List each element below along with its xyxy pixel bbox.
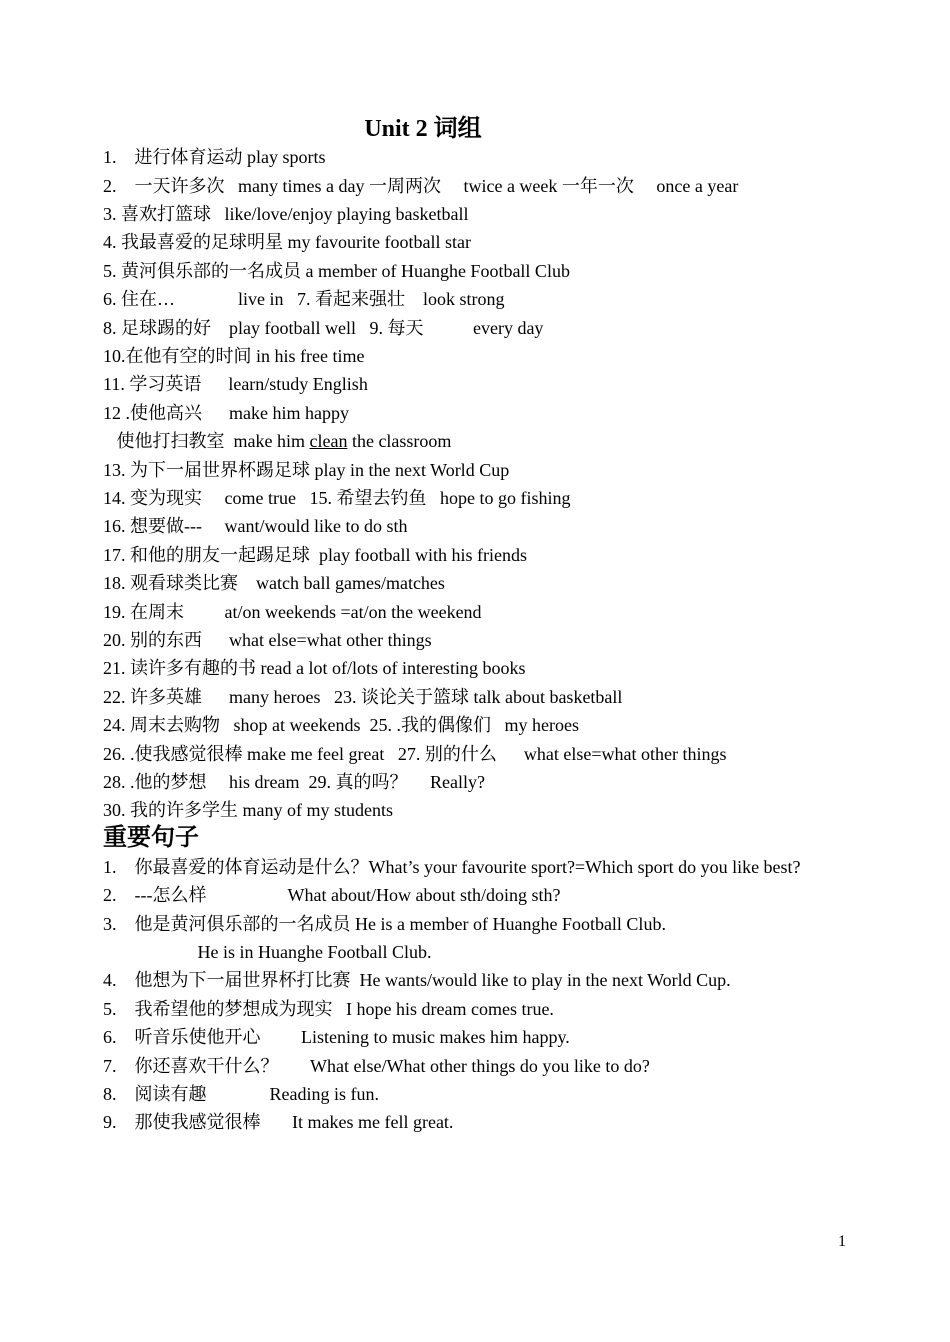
- sentence-line: 8. 阅读有趣 Reading is fun.: [103, 1084, 379, 1104]
- sentence-line: 9. 那使我感觉很棒 It makes me fell great.: [103, 1112, 454, 1132]
- phrase-line: 18. 观看球类比赛 watch ball games/matches: [103, 573, 445, 593]
- phrase-12b-before: 使他打扫教室 make him: [103, 431, 310, 451]
- phrase-line: 4. 我最喜爱的足球明星 my favourite football star: [103, 232, 471, 252]
- phrase-line: 21. 读许多有趣的书 read a lot of/lots of interesting books: [103, 658, 526, 678]
- phrase-line: 24. 周末去购物 shop at weekends 25. .我的偶像们 my heroes: [103, 715, 579, 735]
- phrase-line: 28. .他的梦想 his dream 29. 真的吗？ Really?: [103, 772, 485, 792]
- phrase-line: 11. 学习英语 learn/study English: [103, 374, 368, 394]
- phrase-12b-underlined: clean: [309, 431, 348, 451]
- page-number: 1: [838, 1233, 846, 1250]
- phrase-line: 20. 别的东西 what else=what other things: [103, 630, 432, 650]
- phrase-12b-after: the classroom: [347, 431, 452, 451]
- sentence-line: He is in Huanghe Football Club.: [103, 942, 432, 962]
- phrase-line: 3. 喜欢打篮球 like/love/enjoy playing basketball: [103, 204, 469, 224]
- phrase-line: 17. 和他的朋友一起踢足球 play football with his friends: [103, 545, 527, 565]
- phrase-line: 22. 许多英雄 many heroes 23. 谈论关于篮球 talk about basketball: [103, 687, 623, 707]
- phrase-line: 13. 为下一届世界杯踢足球 play in the next World Cup: [103, 460, 510, 480]
- sentence-line: 4. 他想为下一届世界杯打比赛 He wants/would like to play in the next World Cup.: [103, 970, 731, 990]
- sentence-line: 5. 我希望他的梦想成为现实 I hope his dream comes true.: [103, 999, 554, 1019]
- phrase-line: 6. 住在… live in 7. 看起来强壮 look strong: [103, 289, 505, 309]
- phrase-line: 2. 一天许多次 many times a day 一周两次 twice a week 一年一次 once a year: [103, 176, 739, 196]
- phrase-line: 12 .使他高兴 make him happy: [103, 403, 349, 423]
- phrase-line: 8. 足球踢的好 play football well 9. 每天 every day: [103, 318, 544, 338]
- phrase-line: 5. 黄河俱乐部的一名成员 a member of Huanghe Football Club: [103, 261, 570, 281]
- phrase-line-12b: [103, 429, 451, 453]
- sentence-line: 7. 你还喜欢干什么？ What else/What other things do you like to do?: [103, 1056, 650, 1076]
- phrase-line: 1. 进行体育运动 play sports: [103, 147, 326, 167]
- phrase-line: 16. 想要做--- want/would like to do sth: [103, 516, 408, 536]
- phrase-line: 14. 变为现实 come true 15. 希望去钓鱼 hope to go fishing: [103, 488, 571, 508]
- sentence-line: 6. 听音乐使他开心 Listening to music makes him happy.: [103, 1027, 570, 1047]
- sentence-line: 3. 他是黄河俱乐部的一名成员 He is a member of Huanghe Football Club.: [103, 914, 666, 934]
- phrase-line: 10.在他有空的时间 in his free time: [103, 346, 365, 366]
- phrase-line: 19. 在周末 at/on weekends =at/on the weekend: [103, 602, 482, 622]
- sentence-line: 2. ---怎么样 What about/How about sth/doing sth?: [103, 885, 561, 905]
- section-heading: 重要句子: [103, 823, 199, 851]
- page-title: Unit 2 词组: [364, 116, 482, 142]
- sentence-line: 1. 你最喜爱的体育运动是什么？What’s your favourite sport?=Which sport do you like best?: [103, 857, 801, 877]
- phrase-line: 30. 我的许多学生 many of my students: [103, 800, 393, 820]
- phrase-line: 26. .使我感觉很棒 make me feel great 27. 别的什么 what else=what other things: [103, 744, 727, 764]
